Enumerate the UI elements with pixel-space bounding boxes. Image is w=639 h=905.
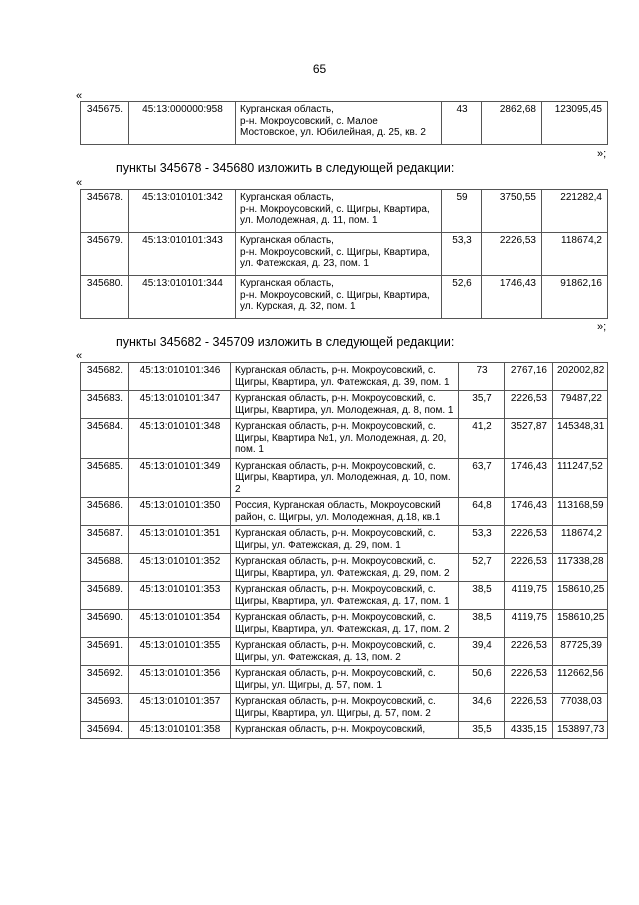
- value-cell: 117338,28: [553, 554, 608, 582]
- open-quote-3: «: [76, 350, 83, 362]
- price-cell: 2226,53: [482, 233, 542, 276]
- row-number-cell: 345687.: [81, 526, 129, 554]
- area-cell: 59: [442, 190, 482, 233]
- address-cell: Курганская область, р-н. Мокроусовский, с. Малое Мостовское, ул. Юбилейная, д. 25, кв. 2: [236, 102, 442, 145]
- area-cell: 39,4: [459, 638, 505, 666]
- cadastral-number-cell: 45:13:010101:352: [129, 554, 231, 582]
- table-row: [81, 458, 608, 498]
- value-cell: 79487,22: [553, 391, 608, 419]
- address-cell: Курганская область, р-н. Мокроусовский, с. Щигры, Квартира, ул. Фатежская, д. 17, пом. 1: [231, 582, 459, 610]
- value-cell: 118674,2: [542, 233, 608, 276]
- cadastral-number-cell: 45:13:010101:353: [129, 582, 231, 610]
- table-section-1: [80, 101, 608, 145]
- cadastral-number-cell: 45:13:010101:348: [129, 419, 231, 459]
- row-number-cell: 345679.: [81, 233, 129, 276]
- table-section-2: [80, 189, 608, 319]
- table-row: [81, 276, 608, 319]
- row-number-cell: 345694.: [81, 722, 129, 739]
- row-number-cell: 345680.: [81, 276, 129, 319]
- area-cell: 34,6: [459, 694, 505, 722]
- instruction-3: пункты 345682 - 345709 изложить в следующей редакции:: [116, 335, 455, 349]
- price-cell: 4335,15: [505, 722, 553, 739]
- price-cell: 2226,53: [505, 554, 553, 582]
- close-quote-2: »;: [597, 321, 607, 333]
- price-cell: 2226,53: [505, 694, 553, 722]
- price-cell: 3750,55: [482, 190, 542, 233]
- table-row: [81, 582, 608, 610]
- table-row: [81, 638, 608, 666]
- value-cell: 113168,59: [553, 498, 608, 526]
- table-row: [81, 363, 608, 391]
- area-cell: 38,5: [459, 610, 505, 638]
- value-cell: 111247,52: [553, 458, 608, 498]
- area-cell: 43: [442, 102, 482, 145]
- price-cell: 4119,75: [505, 610, 553, 638]
- price-cell: 2226,53: [505, 391, 553, 419]
- table-row: [81, 554, 608, 582]
- value-cell: 123095,45: [542, 102, 608, 145]
- value-cell: 202002,82: [553, 363, 608, 391]
- value-cell: 158610,25: [553, 582, 608, 610]
- row-number-cell: 345684.: [81, 419, 129, 459]
- table-row: [81, 526, 608, 554]
- value-cell: 112662,56: [553, 666, 608, 694]
- area-cell: 53,3: [459, 526, 505, 554]
- area-cell: 63,7: [459, 458, 505, 498]
- cadastral-number-cell: 45:13:010101:354: [129, 610, 231, 638]
- price-cell: 3527,87: [505, 419, 553, 459]
- cadastral-number-cell: 45:13:010101:351: [129, 526, 231, 554]
- value-cell: 118674,2: [553, 526, 608, 554]
- area-cell: 53,3: [442, 233, 482, 276]
- address-cell: Курганская область, р-н. Мокроусовский, с. Щигры, Квартира, ул. Фатежская, д. 17, пом. 2: [231, 610, 459, 638]
- address-cell: Курганская область, р-н. Мокроусовский, с. Щигры, Квартира, ул. Фатежская, д. 23, пом. 1: [236, 233, 442, 276]
- table-row: [81, 610, 608, 638]
- address-cell: Курганская область, р-н. Мокроусовский,: [231, 722, 459, 739]
- price-cell: 1746,43: [482, 276, 542, 319]
- cadastral-number-cell: 45:13:010101:358: [129, 722, 231, 739]
- cadastral-number-cell: 45:13:010101:343: [129, 233, 236, 276]
- cadastral-number-cell: 45:13:010101:346: [129, 363, 231, 391]
- value-cell: 77038,03: [553, 694, 608, 722]
- area-cell: 52,7: [459, 554, 505, 582]
- address-cell: Россия, Курганская область, Мокроусовский район, с. Щигры, ул. Молодежная, д.18, кв.1: [231, 498, 459, 526]
- close-quote-1: »;: [597, 148, 607, 160]
- row-number-cell: 345691.: [81, 638, 129, 666]
- table-row: [81, 694, 608, 722]
- row-number-cell: 345685.: [81, 458, 129, 498]
- address-cell: Курганская область, р-н. Мокроусовский, с. Щигры, Квартира, ул. Курская, д. 32, пом. 1: [236, 276, 442, 319]
- row-number-cell: 345693.: [81, 694, 129, 722]
- value-cell: 145348,31: [553, 419, 608, 459]
- cadastral-number-cell: 45:13:010101:357: [129, 694, 231, 722]
- cadastral-number-cell: 45:13:010101:344: [129, 276, 236, 319]
- table-row: [81, 666, 608, 694]
- value-cell: 221282,4: [542, 190, 608, 233]
- row-number-cell: 345678.: [81, 190, 129, 233]
- area-cell: 38,5: [459, 582, 505, 610]
- area-cell: 64,8: [459, 498, 505, 526]
- row-number-cell: 345683.: [81, 391, 129, 419]
- row-number-cell: 345682.: [81, 363, 129, 391]
- price-cell: 1746,43: [505, 498, 553, 526]
- cadastral-number-cell: 45:13:010101:350: [129, 498, 231, 526]
- value-cell: 158610,25: [553, 610, 608, 638]
- cadastral-number-cell: 45:13:010101:347: [129, 391, 231, 419]
- price-cell: 2226,53: [505, 666, 553, 694]
- cadastral-number-cell: 45:13:000000:958: [129, 102, 236, 145]
- address-cell: Курганская область, р-н. Мокроусовский, с. Щигры, Квартира №1, ул. Молодежная, д. 20, пом. 1: [231, 419, 459, 459]
- address-cell: Курганская область, р-н. Мокроусовский, с. Щигры, Квартира, ул. Фатежская, д. 39, пом. 1: [231, 363, 459, 391]
- address-cell: Курганская область, р-н. Мокроусовский, с. Щигры, Квартира, ул. Щигры, д. 57, пом. 2: [231, 694, 459, 722]
- area-cell: 41,2: [459, 419, 505, 459]
- price-cell: 2226,53: [505, 638, 553, 666]
- table-row: [81, 722, 608, 739]
- cadastral-number-cell: 45:13:010101:355: [129, 638, 231, 666]
- cadastral-number-cell: 45:13:010101:342: [129, 190, 236, 233]
- value-cell: 91862,16: [542, 276, 608, 319]
- area-cell: 50,6: [459, 666, 505, 694]
- price-cell: 2862,68: [482, 102, 542, 145]
- address-cell: Курганская область, р-н. Мокроусовский, с. Щигры, ул. Фатежская, д. 29, пом. 1: [231, 526, 459, 554]
- row-number-cell: 345690.: [81, 610, 129, 638]
- address-cell: Курганская область, р-н. Мокроусовский, с. Щигры, Квартира, ул. Фатежская, д. 29, пом. 2: [231, 554, 459, 582]
- table-row: [81, 498, 608, 526]
- address-cell: Курганская область, р-н. Мокроусовский, с. Щигры, Квартира, ул. Молодежная, д. 10, пом. 2: [231, 458, 459, 498]
- address-cell: Курганская область, р-н. Мокроусовский, с. Щигры, ул. Фатежская, д. 13, пом. 2: [231, 638, 459, 666]
- open-quote-2: «: [76, 177, 83, 189]
- row-number-cell: 345675.: [81, 102, 129, 145]
- address-cell: Курганская область, р-н. Мокроусовский, с. Щигры, ул. Щигры, д. 57, пом. 1: [231, 666, 459, 694]
- value-cell: 153897,73: [553, 722, 608, 739]
- open-quote-1: «: [76, 90, 83, 102]
- price-cell: 2767,16: [505, 363, 553, 391]
- table-row: [81, 102, 608, 145]
- table-row: [81, 419, 608, 459]
- table-row: [81, 233, 608, 276]
- cadastral-number-cell: 45:13:010101:349: [129, 458, 231, 498]
- row-number-cell: 345686.: [81, 498, 129, 526]
- price-cell: 2226,53: [505, 526, 553, 554]
- area-cell: 52,6: [442, 276, 482, 319]
- row-number-cell: 345688.: [81, 554, 129, 582]
- table-row: [81, 190, 608, 233]
- row-number-cell: 345692.: [81, 666, 129, 694]
- area-cell: 35,7: [459, 391, 505, 419]
- table-section-3: [80, 362, 608, 739]
- page-number: 65: [312, 62, 327, 76]
- table-row: [81, 391, 608, 419]
- price-cell: 1746,43: [505, 458, 553, 498]
- cadastral-number-cell: 45:13:010101:356: [129, 666, 231, 694]
- address-cell: Курганская область, р-н. Мокроусовский, с. Щигры, Квартира, ул. Молодежная, д. 8, пом. 1: [231, 391, 459, 419]
- area-cell: 73: [459, 363, 505, 391]
- area-cell: 35,5: [459, 722, 505, 739]
- value-cell: 87725,39: [553, 638, 608, 666]
- price-cell: 4119,75: [505, 582, 553, 610]
- address-cell: Курганская область, р-н. Мокроусовский, с. Щигры, Квартира, ул. Молодежная, д. 11, пом. 1: [236, 190, 442, 233]
- instruction-2: пункты 345678 - 345680 изложить в следующей редакции:: [116, 161, 455, 175]
- row-number-cell: 345689.: [81, 582, 129, 610]
